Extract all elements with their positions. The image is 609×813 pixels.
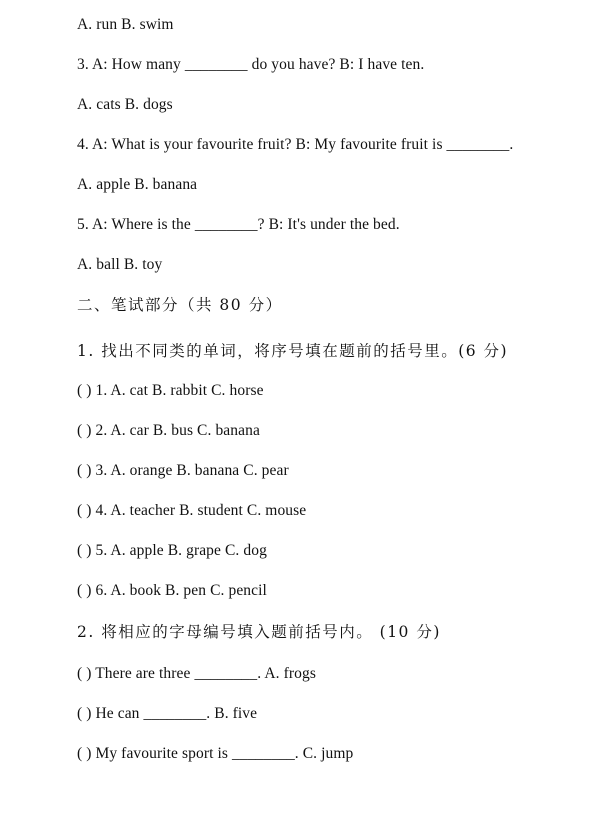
- q4-options: A. apple B. banana: [77, 176, 198, 193]
- part2-instruction: 2. 将相应的字母编号填入题前括号内。 (10 分): [77, 623, 441, 641]
- question-4: 4. A: What is your favourite fruit? B: My favourite fruit is ________.: [77, 136, 514, 153]
- part1-item-2: ( ) 2. A. car B. bus C. banana: [77, 422, 260, 439]
- question-3: 3. A: How many ________ do you have? B: I have ten.: [77, 56, 425, 73]
- part2-item-2: ( ) He can ________. B. five: [77, 705, 258, 722]
- part1-item-1: ( ) 1. A. cat B. rabbit C. horse: [77, 382, 264, 399]
- section-heading-written: 二、笔试部分（共 80 分）: [77, 296, 283, 314]
- part1-instruction: 1. 找出不同类的单词，将序号填在题前的括号里。(6 分): [77, 342, 509, 360]
- q5-options: A. ball B. toy: [77, 256, 163, 273]
- part1-item-6: ( ) 6. A. book B. pen C. pencil: [77, 582, 267, 599]
- q3-options: A. cats B. dogs: [77, 96, 173, 113]
- part1-item-4: ( ) 4. A. teacher B. student C. mouse: [77, 502, 307, 519]
- part2-item-3: ( ) My favourite sport is ________. C. jump: [77, 745, 354, 762]
- question-5: 5. A: Where is the ________? B: It's under the bed.: [77, 216, 400, 233]
- part1-item-3: ( ) 3. A. orange B. banana C. pear: [77, 462, 289, 479]
- q2-options: A. run B. swim: [77, 16, 174, 33]
- part2-item-1: ( ) There are three ________. A. frogs: [77, 665, 316, 682]
- part1-item-5: ( ) 5. A. apple B. grape C. dog: [77, 542, 267, 559]
